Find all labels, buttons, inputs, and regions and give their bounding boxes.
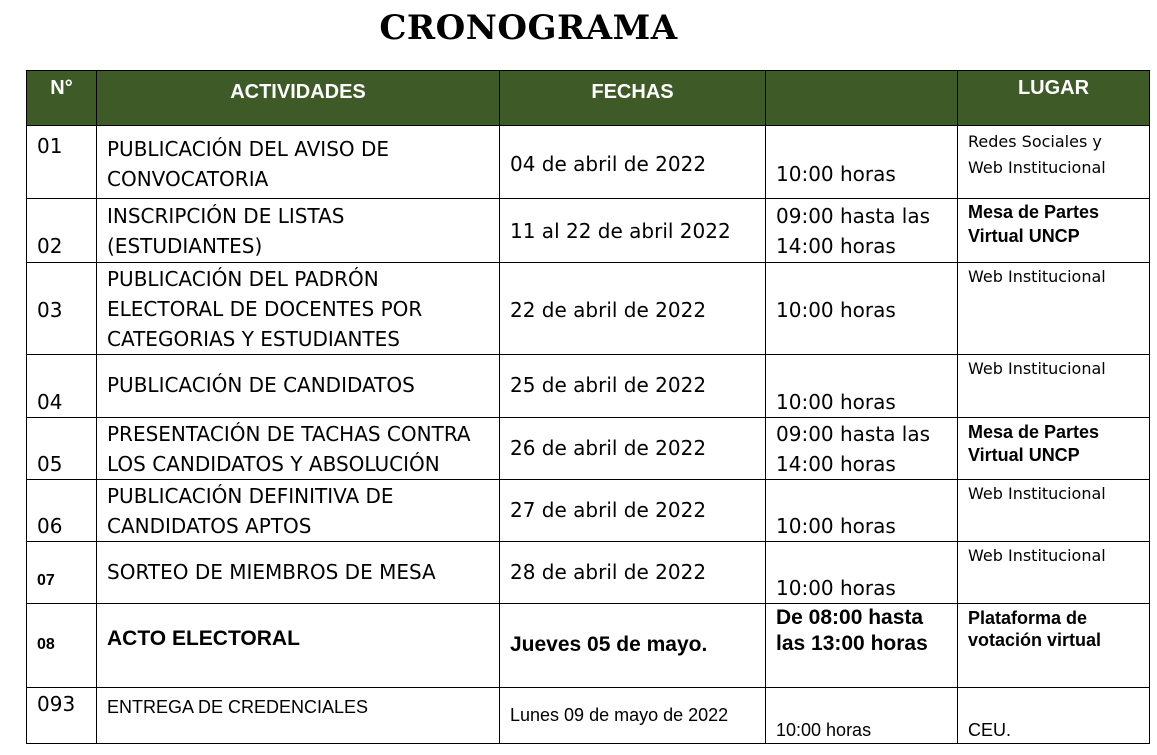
- cell-num: [27, 542, 97, 604]
- cell-num-text: 07: [37, 572, 55, 589]
- cell-num-text: 03: [37, 298, 63, 322]
- cell-lugar-text: Redes Sociales y: [968, 132, 1102, 151]
- cell-hora: [766, 480, 958, 542]
- table-row: [27, 480, 1150, 542]
- cell-actividad: [97, 418, 500, 480]
- cell-fecha-text: 04 de abril de 2022: [510, 152, 707, 176]
- cell-hora-text: 09:00 hasta las: [776, 422, 931, 446]
- header-lugar: LUGAR: [958, 71, 1150, 126]
- cell-fecha-text: Jueves 05 de mayo.: [510, 633, 708, 656]
- cell-fecha-text: 22 de abril de 2022: [510, 298, 707, 322]
- cell-hora: [766, 604, 958, 688]
- table-header-row: [27, 71, 1150, 126]
- cell-num-text: 093: [37, 692, 76, 716]
- table-row: [27, 688, 1150, 744]
- cell-hora: [766, 688, 958, 744]
- cell-hora-text: De 08:00 hasta: [776, 606, 924, 629]
- cell-hora-text: 09:00 hasta las: [776, 204, 931, 228]
- cell-actividad: [97, 542, 500, 604]
- cell-fecha: [500, 604, 766, 688]
- cell-lugar: [958, 480, 1150, 542]
- cell-fecha-text: 25 de abril de 2022: [510, 373, 707, 397]
- cell-num: [27, 263, 97, 355]
- cell-actividad-text: PUBLICACIÓN DE CANDIDATOS: [107, 373, 415, 397]
- cell-actividad: [97, 604, 500, 688]
- cell-actividad-text: PUBLICACIÓN DEFINITIVA DE: [107, 484, 394, 508]
- cell-hora: [766, 199, 958, 263]
- table-row: [27, 604, 1150, 688]
- cell-actividad-text: ELECTORAL DE DOCENTES POR: [107, 297, 423, 321]
- cell-lugar-text: Plataforma de: [968, 608, 1088, 628]
- cell-num-text: 01: [37, 134, 63, 158]
- cell-lugar-text: Web Institucional: [968, 359, 1106, 378]
- table-row: [27, 199, 1150, 263]
- cell-hora: [766, 126, 958, 199]
- cell-fecha-text: 26 de abril de 2022: [510, 436, 707, 460]
- cell-lugar-text: Web Institucional: [968, 546, 1106, 565]
- cell-lugar-text: Web Institucional: [968, 267, 1106, 286]
- cell-num-text: 02: [37, 234, 63, 258]
- cell-fecha-text: 11 al 22 de abril 2022: [510, 219, 731, 243]
- cell-num: [27, 418, 97, 480]
- cell-hora-text: 14:00 horas: [776, 234, 896, 258]
- cell-actividad-text: ENTREGA DE CREDENCIALES: [107, 697, 369, 717]
- cell-hora: [766, 263, 958, 355]
- cell-hora-text: 10:00 horas: [776, 720, 872, 740]
- cell-fecha: [500, 688, 766, 744]
- cell-lugar-text: Mesa de Partes: [968, 202, 1100, 222]
- cell-fecha: [500, 199, 766, 263]
- cell-fecha: [500, 542, 766, 604]
- cell-num: [27, 480, 97, 542]
- header-horas: [766, 71, 958, 126]
- cronograma-table: [26, 70, 1150, 744]
- cell-actividad-text: ACTO ELECTORAL: [107, 627, 300, 650]
- cell-fecha: [500, 263, 766, 355]
- header-num: N°: [27, 71, 97, 126]
- cell-actividad: [97, 263, 500, 355]
- cell-fecha-text: 27 de abril de 2022: [510, 498, 707, 522]
- cell-num: [27, 199, 97, 263]
- table-row: [27, 263, 1150, 355]
- cell-actividad-text: SORTEO DE MIEMBROS DE MESA: [107, 560, 436, 584]
- cell-hora: [766, 355, 958, 418]
- cell-num: [27, 126, 97, 199]
- cell-fecha: [500, 126, 766, 199]
- table-row: [27, 126, 1150, 199]
- cell-actividad: [97, 199, 500, 263]
- cell-actividad: [97, 126, 500, 199]
- cell-lugar: [958, 542, 1150, 604]
- cell-lugar: [958, 355, 1150, 418]
- table-row: [27, 355, 1150, 418]
- cell-hora-text: 10:00 horas: [776, 390, 896, 414]
- cell-hora: [766, 542, 958, 604]
- cell-num-text: 06: [37, 514, 63, 538]
- cell-num-text: 08: [37, 636, 55, 653]
- cell-actividad-text: PUBLICACIÓN DEL AVISO DE: [107, 137, 390, 161]
- cell-lugar-text: CEU.: [968, 720, 1012, 740]
- cell-actividad: [97, 355, 500, 418]
- cell-hora-text: 10:00 horas: [776, 162, 896, 186]
- cell-lugar: [958, 604, 1150, 688]
- cell-num-text: 04: [37, 390, 63, 414]
- cell-fecha-text: 28 de abril de 2022: [510, 560, 707, 584]
- cell-lugar: [958, 199, 1150, 263]
- cell-fecha: [500, 418, 766, 480]
- table-row: [27, 418, 1150, 480]
- table-row: [27, 542, 1150, 604]
- cell-num: [27, 688, 97, 744]
- cell-lugar-text: Virtual UNCP: [968, 226, 1080, 246]
- cell-actividad: [97, 688, 500, 744]
- cell-actividad-text: PUBLICACIÓN DEL PADRÓN: [107, 267, 379, 291]
- cell-lugar-text: Web Institucional: [968, 158, 1106, 177]
- cell-actividad-text: LOS CANDIDATOS Y ABSOLUCIÓN: [107, 452, 440, 476]
- cell-actividad-text: PRESENTACIÓN DE TACHAS CONTRA: [107, 422, 471, 446]
- cell-num: [27, 355, 97, 418]
- cell-hora-text: 10:00 horas: [776, 576, 896, 600]
- page-title: CRONOGRAMA: [379, 8, 678, 48]
- cell-actividad-text: CANDIDATOS APTOS: [107, 514, 312, 538]
- cell-actividad: [97, 480, 500, 542]
- cell-lugar-text: votación virtual: [968, 630, 1102, 650]
- cell-hora-text: 10:00 horas: [776, 514, 896, 538]
- cell-num: [27, 604, 97, 688]
- cell-fecha: [500, 355, 766, 418]
- cell-lugar: [958, 263, 1150, 355]
- cell-hora-text: 10:00 horas: [776, 298, 896, 322]
- cell-actividad-text: INSCRIPCIÓN DE LISTAS: [107, 204, 345, 228]
- cell-hora-text: 14:00 horas: [776, 452, 896, 476]
- header-fechas: FECHAS: [500, 71, 766, 126]
- cell-lugar-text: Virtual UNCP: [968, 445, 1080, 465]
- cell-fecha-text: Lunes 09 de mayo de 2022: [510, 705, 729, 725]
- cell-lugar: [958, 126, 1150, 199]
- cell-hora-text: las 13:00 horas: [776, 632, 928, 655]
- cell-actividad-text: CATEGORIAS Y ESTUDIANTES: [107, 327, 400, 351]
- cell-hora: [766, 418, 958, 480]
- cell-actividad-text: CONVOCATORIA: [107, 167, 269, 191]
- cell-fecha: [500, 480, 766, 542]
- cell-lugar: [958, 688, 1150, 744]
- header-actividades: ACTIVIDADES: [97, 71, 500, 126]
- cell-num-text: 05: [37, 452, 63, 476]
- cell-lugar-text: Mesa de Partes: [968, 422, 1100, 442]
- cell-actividad-text: (ESTUDIANTES): [107, 234, 263, 258]
- cell-lugar-text: Web Institucional: [968, 484, 1106, 503]
- cell-lugar: [958, 418, 1150, 480]
